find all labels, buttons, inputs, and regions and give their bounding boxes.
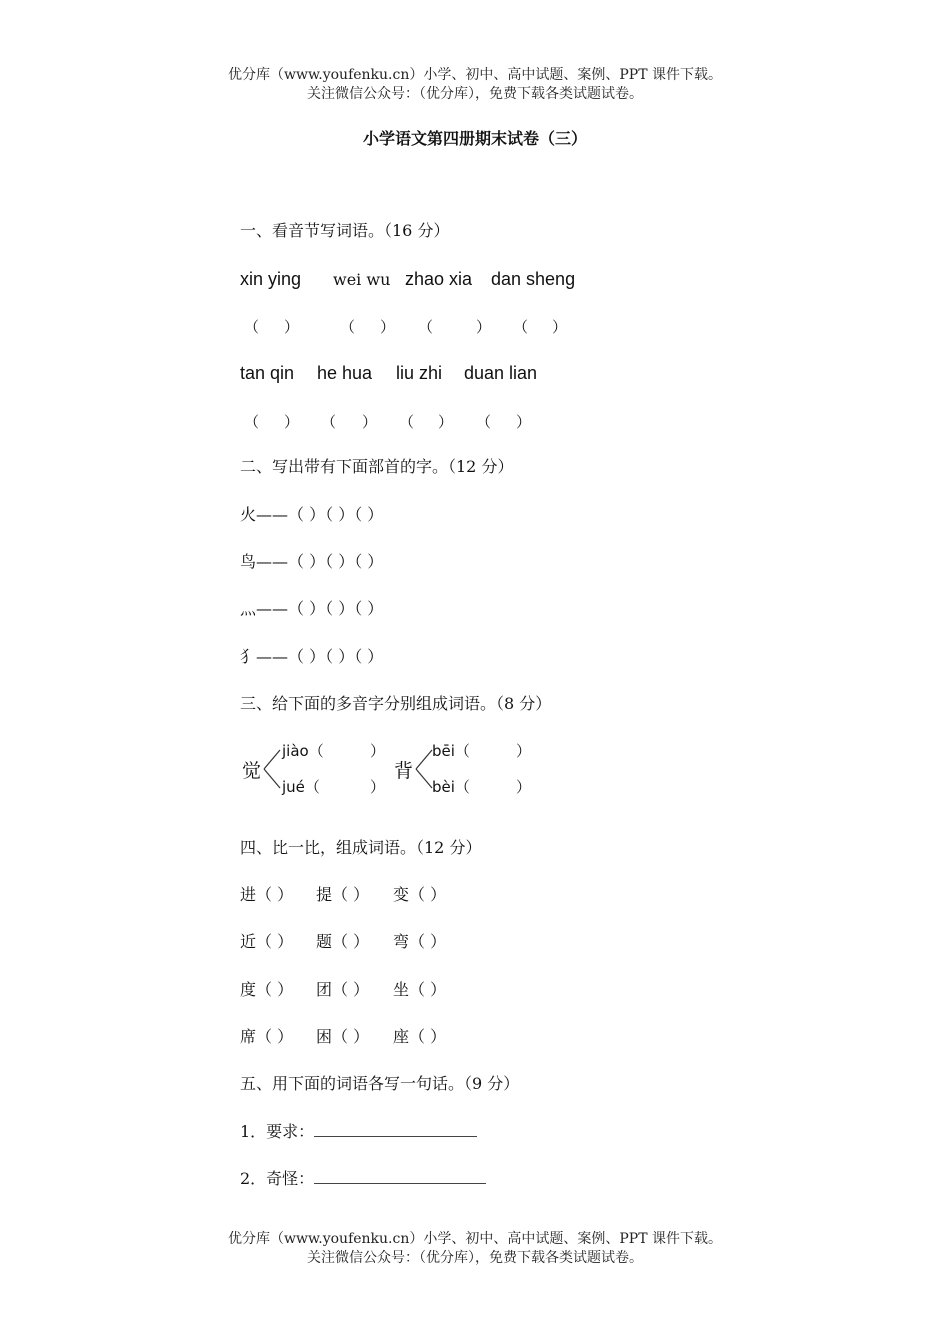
blank-close: ）: [284, 413, 300, 431]
blank-open: （: [321, 413, 337, 431]
compare-item: 弯（ ）: [393, 932, 447, 951]
section-3-heading: 三、给下面的多音字分别组成词语。（8 分）: [240, 694, 552, 713]
radical-blanks: （ ）（ ）（ ）: [288, 505, 384, 524]
pinyin-1-4: dan sheng: [491, 269, 576, 289]
answer-line[interactable]: [314, 1169, 486, 1184]
compare-item: 坐（ ）: [393, 980, 447, 999]
radical-row: [240, 504, 383, 526]
pinyin-2-4: duan lian: [464, 363, 538, 383]
radical-blanks: （ ）（ ）（ ）: [288, 647, 384, 666]
radical-row: [240, 598, 383, 620]
exam-title: 小学语文第四册期末试卷（三）: [362, 129, 587, 148]
polyphone-diagram: [242, 738, 562, 800]
compare-item: 变（ ）: [393, 885, 447, 904]
polyphone-char-1: 觉: [242, 760, 262, 782]
blank-close: ）: [476, 318, 492, 336]
reading-bei4: bèi（: [432, 778, 470, 796]
pinyin-1-2: wei wu: [333, 270, 391, 289]
compare-item: 困（ ）: [316, 1027, 370, 1046]
reading-jue: jué（: [282, 778, 320, 796]
header-line-1: 优分库（www.youfenku.cn）小学、初中、高中试题、案例、PPT 课件下载。: [227, 67, 722, 83]
blank-open: （: [340, 318, 356, 336]
radical-blanks: （ ）（ ）（ ）: [288, 552, 384, 571]
blank-close: ）: [552, 318, 568, 336]
radical-blanks: （ ）（ ）（ ）: [288, 599, 384, 618]
radical-row: [240, 551, 383, 573]
footer-line-1: 优分库（www.youfenku.cn）小学、初中、高中试题、案例、PPT 课件下载。: [227, 1231, 722, 1247]
compare-item: 提（ ）: [316, 885, 370, 904]
pinyin-2-1: tan qin: [240, 363, 295, 383]
compare-item: 度（ ）: [240, 980, 294, 999]
reading-close: ）: [516, 778, 532, 796]
blank-close: ）: [284, 318, 300, 336]
compare-item: 进（ ）: [240, 885, 294, 904]
footer-line-2: 关注微信公众号：（优分库），免费下载各类试题试卷。: [307, 1250, 643, 1266]
compare-item: 题（ ）: [316, 932, 370, 951]
compare-item: 座（ ）: [393, 1027, 447, 1046]
reading-bei1: bēi（: [432, 742, 470, 760]
blank-open: （: [244, 318, 260, 336]
blank-open: （: [513, 318, 529, 336]
section-1-heading: 一、看音节写词语。（16 分）: [240, 221, 450, 240]
section-2-heading: 二、写出带有下面部首的字。（12 分）: [240, 457, 514, 476]
reading-close: ）: [516, 742, 532, 760]
sentence-item-2: [240, 1168, 486, 1190]
page-header: [0, 66, 950, 104]
reading-close: ）: [370, 742, 386, 760]
polyphone-char-2: 背: [394, 760, 414, 782]
radical-label: 火——: [240, 505, 289, 524]
pinyin-2-2: he hua: [317, 363, 373, 383]
blank-open: （: [244, 413, 260, 431]
blank-close: ）: [362, 413, 378, 431]
radical-label: 鸟——: [240, 552, 289, 571]
radical-label: 灬——: [240, 599, 289, 618]
answer-line[interactable]: [314, 1122, 477, 1137]
pinyin-2-3: liu zhi: [396, 363, 443, 383]
section-5-heading: 五、用下面的词语各写一句话。（9 分）: [240, 1074, 520, 1093]
pinyin-1-1: xin ying: [240, 269, 302, 289]
sentence-label: 2．奇怪：: [240, 1169, 315, 1188]
blank-close: ）: [380, 318, 396, 336]
blank-close: ）: [438, 413, 454, 431]
blank-open: （: [418, 318, 434, 336]
compare-item: 席（ ）: [240, 1027, 294, 1046]
compare-item: 团（ ）: [316, 980, 370, 999]
pinyin-1-3: zhao xia: [405, 269, 473, 289]
page-footer: [0, 1230, 950, 1268]
compare-item: 近（ ）: [240, 932, 294, 951]
header-line-2: 关注微信公众号：（优分库），免费下载各类试题试卷。: [307, 86, 643, 102]
blank-open: （: [399, 413, 415, 431]
sentence-item-1: [240, 1121, 477, 1143]
reading-jiao: jiào（: [282, 742, 324, 760]
radical-label: 犭——: [240, 647, 289, 666]
section-4-heading: 四、比一比，组成词语。（12 分）: [240, 838, 482, 857]
sentence-label: 1．要求：: [240, 1122, 315, 1141]
radical-row: [240, 646, 383, 668]
blank-open: （: [476, 413, 492, 431]
reading-close: ）: [370, 778, 386, 796]
blank-close: ）: [516, 413, 532, 431]
